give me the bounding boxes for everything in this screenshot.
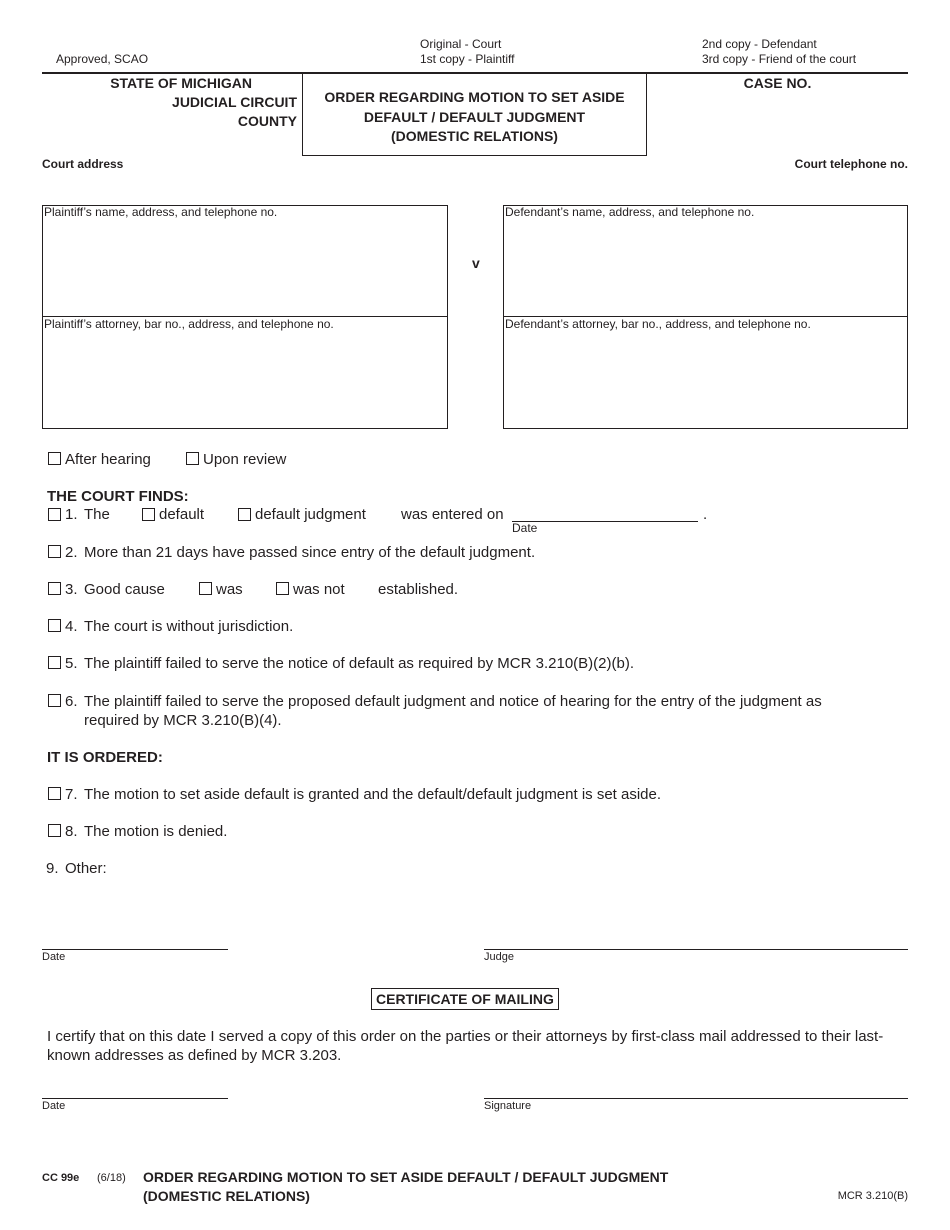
finding-3-was-label: was bbox=[216, 581, 243, 598]
certificate-heading: CERTIFICATE OF MAILING bbox=[371, 988, 559, 1010]
plaintiff-attorney-label: Plaintiff’s attorney, bar no., address, and telephone no. bbox=[44, 317, 334, 331]
copy-original: Original - Court bbox=[420, 37, 502, 51]
approved-label: Approved, SCAO bbox=[56, 52, 149, 66]
judge-label: Judge bbox=[484, 951, 514, 963]
finding-3-good-cause: Good cause bbox=[84, 581, 165, 598]
signature-label: Signature bbox=[484, 1100, 532, 1112]
order-7-number: 7. bbox=[65, 786, 78, 803]
upon-review-checkbox[interactable] bbox=[186, 452, 199, 465]
finding-1-the: The bbox=[84, 506, 110, 523]
court-telephone-label: Court telephone no. bbox=[794, 157, 908, 171]
defendant-attorney-field[interactable] bbox=[505, 334, 905, 424]
case-no-label: CASE NO. bbox=[743, 75, 812, 91]
order-date-field[interactable] bbox=[42, 930, 228, 948]
finding-3-was-checkbox[interactable] bbox=[199, 582, 212, 595]
plaintiff-attorney-field[interactable] bbox=[44, 334, 444, 424]
finding-3-established: established. bbox=[378, 581, 459, 598]
defendant-name-field[interactable] bbox=[505, 222, 905, 312]
certificate-text-line1: I certify that on this date I served a copy of this order on the parties or their attorneys by first-class mail addressed to their last- bbox=[47, 1028, 884, 1045]
finding-5-text: The plaintiff failed to serve the notice of default as required by MCR 3.210(B)(2)(b). bbox=[84, 655, 634, 672]
order-date-label: Date bbox=[42, 951, 66, 963]
state-label: STATE OF MICHIGAN bbox=[110, 75, 252, 91]
finding-1-checkbox[interactable] bbox=[48, 508, 61, 521]
finding-4-number: 4. bbox=[65, 618, 78, 635]
plaintiff-name-label: Plaintiff’s name, address, and telephone no. bbox=[44, 205, 278, 219]
finding-1-date-field[interactable] bbox=[512, 503, 698, 520]
form-title-line1: ORDER REGARDING MOTION TO SET ASIDE bbox=[324, 89, 625, 105]
judge-signature-field[interactable] bbox=[484, 930, 908, 948]
footer-title-line1: ORDER REGARDING MOTION TO SET ASIDE DEFAULT / DEFAULT JUDGMENT bbox=[143, 1169, 669, 1185]
county-label: COUNTY bbox=[237, 113, 297, 129]
finding-1-date-line bbox=[512, 521, 698, 522]
finding-6-text-line2: required by MCR 3.210(B)(4). bbox=[84, 712, 282, 729]
footer-form-id: CC 99e bbox=[42, 1172, 80, 1184]
court-finds-heading: THE COURT FINDS: bbox=[47, 488, 189, 505]
finding-4-checkbox[interactable] bbox=[48, 619, 61, 632]
plaintiff-name-field[interactable] bbox=[44, 222, 444, 312]
finding-1-entered-label: was entered on bbox=[401, 506, 504, 523]
copy-3rd: 3rd copy - Friend of the court bbox=[702, 52, 857, 66]
finding-1-default-label: default bbox=[159, 506, 205, 523]
finding-1-date-label: Date bbox=[512, 521, 538, 535]
finding-2-text: More than 21 days have passed since entry of the default judgment. bbox=[84, 544, 536, 561]
finding-4-text: The court is without jurisdiction. bbox=[84, 618, 294, 635]
after-hearing-checkbox[interactable] bbox=[48, 452, 61, 465]
header-rule bbox=[42, 72, 908, 74]
order-9-other-label: Other: bbox=[65, 860, 107, 877]
order-9-number: 9. bbox=[46, 860, 59, 877]
judge-signature-line bbox=[484, 949, 908, 950]
form-title-line3: (DOMESTIC RELATIONS) bbox=[391, 128, 558, 144]
finding-1-default-judgment-checkbox[interactable] bbox=[238, 508, 251, 521]
footer-title-line2: (DOMESTIC RELATIONS) bbox=[143, 1188, 310, 1204]
finding-5-number: 5. bbox=[65, 655, 78, 672]
finding-5-checkbox[interactable] bbox=[48, 656, 61, 669]
after-hearing-label: After hearing bbox=[65, 451, 151, 468]
footer-rule: MCR 3.210(B) bbox=[837, 1190, 908, 1202]
court-address-label: Court address bbox=[42, 157, 124, 171]
finding-2-checkbox[interactable] bbox=[48, 545, 61, 558]
defendant-attorney-label: Defendant’s attorney, bar no., address, and telephone no. bbox=[505, 317, 811, 331]
judicial-circuit-label: JUDICIAL CIRCUIT bbox=[172, 94, 297, 110]
finding-1-default-judgment-label: default judgment bbox=[255, 506, 366, 523]
title-box-bottom bbox=[302, 155, 647, 156]
form-title-line2: DEFAULT / DEFAULT JUDGMENT bbox=[363, 108, 586, 125]
order-7-text: The motion to set aside default is granted and the default/default judgment is set aside. bbox=[84, 786, 662, 803]
order-8-number: 8. bbox=[65, 823, 78, 840]
versus-label: v bbox=[472, 255, 480, 271]
finding-1-number: 1. bbox=[65, 506, 78, 523]
finding-3-checkbox[interactable] bbox=[48, 582, 61, 595]
order-7-checkbox[interactable] bbox=[48, 787, 61, 800]
certificate-text-line2: known addresses as defined by MCR 3.203. bbox=[47, 1047, 342, 1064]
finding-6-text-line1: The plaintiff failed to serve the proposed default judgment and notice of hearing for the entry of the judgment as bbox=[84, 693, 822, 710]
copy-1st: 1st copy - Plaintiff bbox=[420, 52, 515, 66]
case-no-field[interactable] bbox=[660, 94, 900, 152]
order-8-text: The motion is denied. bbox=[84, 823, 228, 840]
finding-3-was-not-label: was not bbox=[293, 581, 345, 598]
certificate-date-label: Date bbox=[42, 1100, 66, 1112]
upon-review-label: Upon review bbox=[203, 451, 287, 468]
ordered-heading: IT IS ORDERED: bbox=[47, 749, 163, 766]
finding-6-number: 6. bbox=[65, 693, 78, 710]
order-9-other-field[interactable] bbox=[115, 858, 905, 928]
footer-revision: (6/18) bbox=[97, 1172, 126, 1184]
order-date-line bbox=[42, 949, 228, 950]
certificate-signature-line bbox=[484, 1098, 908, 1099]
certificate-signature-field[interactable] bbox=[484, 1079, 908, 1097]
certificate-date-field[interactable] bbox=[42, 1079, 228, 1097]
defendant-name-label: Defendant’s name, address, and telephone no. bbox=[505, 205, 755, 219]
finding-3-was-not-checkbox[interactable] bbox=[276, 582, 289, 595]
order-8-checkbox[interactable] bbox=[48, 824, 61, 837]
finding-6-checkbox[interactable] bbox=[48, 694, 61, 707]
certificate-date-line bbox=[42, 1098, 228, 1099]
finding-3-number: 3. bbox=[65, 581, 78, 598]
copy-2nd: 2nd copy - Defendant bbox=[702, 37, 817, 51]
form-title bbox=[303, 88, 646, 147]
finding-1-default-checkbox[interactable] bbox=[142, 508, 155, 521]
finding-2-number: 2. bbox=[65, 544, 78, 561]
finding-1-period: . bbox=[703, 506, 708, 523]
